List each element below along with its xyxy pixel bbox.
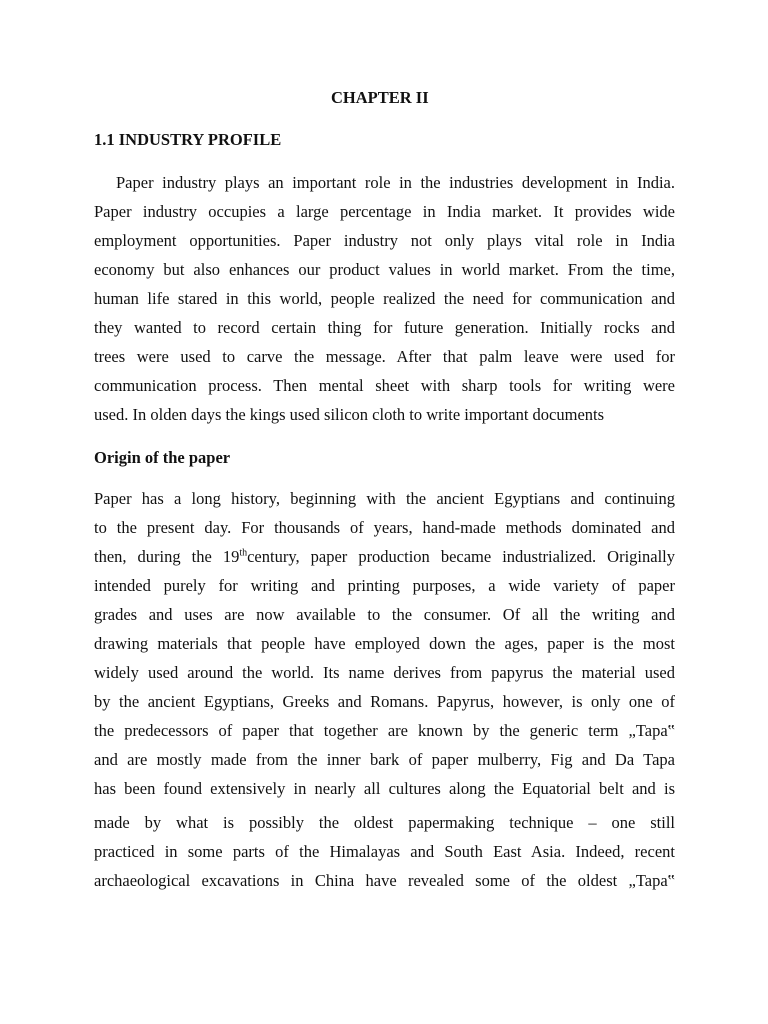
text-line: grades and uses are now available to the consumer. Of all the writing and [94, 605, 675, 624]
superscript: th [239, 547, 248, 559]
text-line: made by what is possibly the oldest papermaking technique – one still [94, 813, 675, 832]
text-line-with-superscript [94, 547, 675, 567]
text-line: they wanted to record certain thing for future generation. Initially rocks and [94, 318, 675, 337]
text-line: archaeological excavations in China have revealed some of the oldest „Tapa‟ [94, 871, 675, 890]
text-line: has been found extensively in nearly all cultures along the Equatorial belt and is [94, 779, 675, 798]
text-line: Paper industry occupies a large percentage in India market. It provides wide [94, 202, 675, 221]
text-line: drawing materials that people have employed down the ages, paper is the most [94, 634, 675, 653]
text-fragment: then, during the 19 [94, 547, 240, 566]
text-line: widely used around the world. Its name derives from papyrus the material used [94, 663, 675, 682]
text-line: trees were used to carve the message. After that palm leave were used for [94, 347, 675, 366]
text-line: practiced in some parts of the Himalayas and South East Asia. Indeed, recent [94, 842, 675, 861]
chapter-title: CHAPTER II [331, 88, 429, 107]
text-fragment: century, paper production became industrialized. Originally [247, 547, 675, 566]
text-line: employment opportunities. Paper industry not only plays vital role in India [94, 231, 675, 250]
text-line: the predecessors of paper that together are known by the generic term „Tapa‟ [94, 721, 675, 740]
text-line: communication process. Then mental sheet with sharp tools for writing were [94, 376, 675, 395]
text-line: economy but also enhances our product values in world market. From the time, [94, 260, 675, 279]
text-line: to the present day. For thousands of years, hand-made methods dominated and [94, 518, 675, 537]
section-heading: 1.1 INDUSTRY PROFILE [94, 130, 282, 149]
text-line: Paper has a long history, beginning with the ancient Egyptians and continuing [94, 489, 675, 508]
text-line: Paper industry plays an important role in the industries development in India. [116, 173, 675, 192]
text-line: intended purely for writing and printing purposes, a wide variety of paper [94, 576, 675, 595]
text-line: used. In olden days the kings used silicon cloth to write important documents [94, 405, 605, 424]
text-line: by the ancient Egyptians, Greeks and Romans. Papyrus, however, is only one of [94, 692, 675, 711]
text-line: human life stared in this world, people realized the need for communication and [94, 289, 675, 308]
subheading-origin: Origin of the paper [94, 448, 231, 467]
text-line: and are mostly made from the inner bark of paper mulberry, Fig and Da Tapa [94, 750, 675, 769]
